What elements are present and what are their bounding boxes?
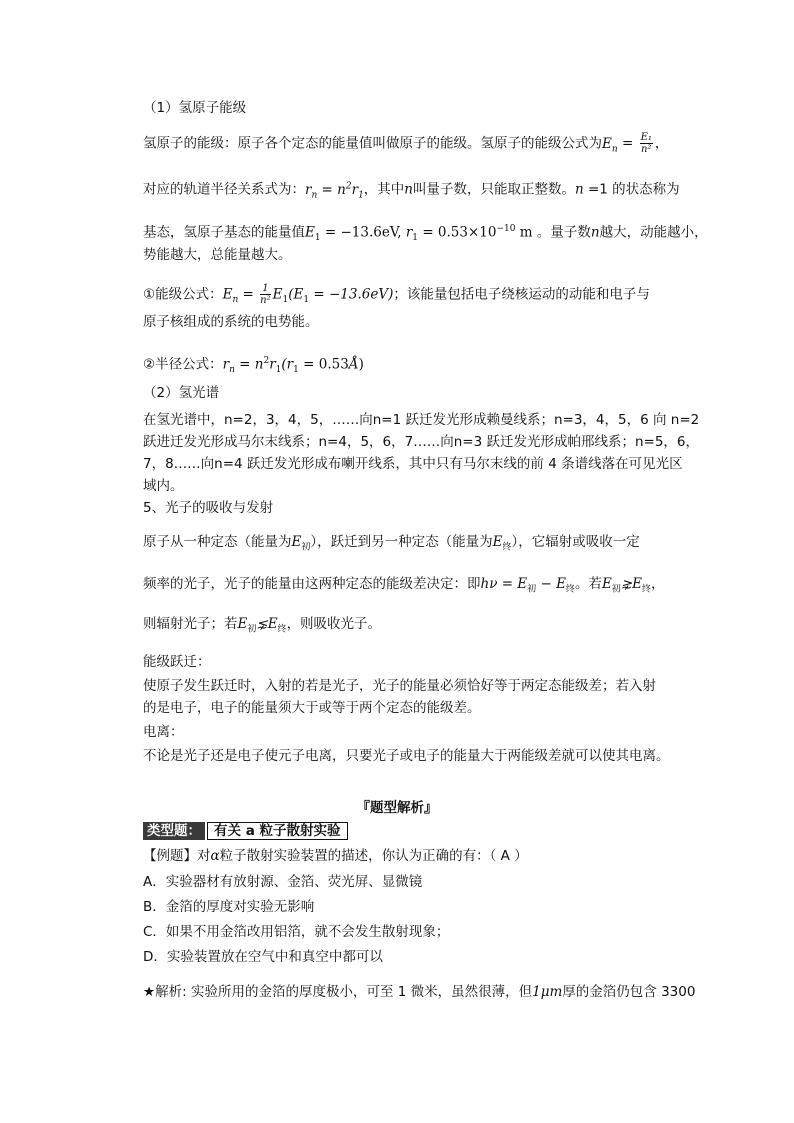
paragraph-energy-levels-1: 氢原子的能级：原子各个定态的能量值叫做原子的能级。氢原子的能级公式为$E_n$ = $\frac{\text{E₁}}{\text{n²}}$ ， bbox=[143, 132, 669, 155]
spectrum-line-2: 跃进迁发光形成马尔末线系；n=4，5，6，7……向n=3 跃迁发光形成帕邢线系；n=5，6， bbox=[143, 434, 700, 450]
fraction-e1-over-n2: $\frac{\text{E₁}}{\text{n²}}$ bbox=[640, 132, 652, 155]
option-b: B．金箔的厚度对实验无影响 bbox=[143, 899, 315, 915]
example-question: 【例题】对α粒子散射实验装置的描述，你认为正确的有：（ A ） bbox=[143, 848, 528, 864]
spectrum-line-4: 域内。 bbox=[143, 478, 184, 494]
formula-rn: $r_n = n^2r_1$ bbox=[305, 181, 364, 201]
section-heading-photon: 5、光子的吸收与发射 bbox=[143, 500, 274, 516]
type-label-tag: 类型题： bbox=[143, 822, 205, 840]
ionization-line: 不论是光子还是电子使元子电离，只要光子或电子的能量大于两能级差就可以使其电离。 bbox=[143, 748, 670, 764]
heading-level-jump: 能级跃迁： bbox=[143, 654, 211, 670]
formula-radius: ②半径公式：$r_n = n^2r_1(r_1$ = 0.53Å) bbox=[143, 356, 364, 376]
paragraph-potential-energy: 势能越大，总能量越大。 bbox=[143, 247, 292, 263]
solution-line: ★解析: 实验所用的金箔的厚度极小，可至 1 微米，虽然很薄，但1μm厚的金箔仍包含 3300 bbox=[143, 984, 696, 1000]
section-heading-hydrogen-levels: （1）氢原子能级 bbox=[143, 100, 247, 116]
question-type-label bbox=[143, 822, 348, 840]
formula-energy-level: ①能级公式：$E_n$ = $\frac{1}{\text{n²}}$ $E_1(E_1 = -13.6eV)$；该能量包括电子绕核运动的动能和电子与 bbox=[143, 283, 650, 306]
type-topic: 有关 a 粒子散射实验 bbox=[207, 822, 348, 840]
formula-en: $E_n$ bbox=[602, 135, 618, 155]
level-jump-line-2: 的是电子，电子的能量须大于或等于两个定态的能级差。 bbox=[143, 700, 481, 716]
option-a: A．实验器材有放射源、金箔、荧光屏、显微镜 bbox=[143, 874, 423, 890]
option-d: D．实验装置放在空气中和真空中都可以 bbox=[143, 949, 383, 965]
analysis-title: 『题型解析』 bbox=[356, 800, 438, 816]
section-heading-spectrum: （2）氢光谱 bbox=[143, 385, 220, 401]
spectrum-line-3: 7，8……向n=4 跃迁发光形成布喇开线系，其中只有马尔末线的前 4 条谱线落在可见光区 bbox=[143, 456, 683, 472]
spectrum-line-1: 在氢光谱中，n=2，3，4，5，……向n=1 跃迁发光形成赖曼线系；n=3，4，5，6 向 n=2 bbox=[143, 412, 700, 428]
paragraph-ground-state: 基态，氢原子基态的能量值$E_1 = -13.6eV$, $r_1 = 0.53\times 10^{-10}$ m 。量子数n越大，动能越小， bbox=[143, 224, 708, 244]
paragraph-orbit-radius: 对应的轨道半径关系式为：$r_n = n^2r_1$，其中n叫量子数，只能取正整数。n =1 的状态称为 bbox=[143, 181, 680, 201]
level-jump-line-1: 使原子发生跃迁时，入射的若是光子，光子的能量必须恰好等于两定态能级差；若入射 bbox=[143, 678, 656, 694]
heading-ionization: 电离： bbox=[143, 724, 184, 740]
formula-energy-level-continued: 原子核组成的系统的电势能。 bbox=[143, 314, 319, 330]
photon-paragraph-1: 原子从一种定态（能量为$E_初$），跃迁到另一种定态（能量为$E_终$），它辐射或吸收一定 bbox=[143, 534, 640, 553]
option-c: C．如果不用金箔改用铝箔，就不会发生散射现象； bbox=[143, 924, 450, 940]
photon-paragraph-3: 则辐射光子；若$E_初⋦E_终$，则吸收光子。 bbox=[143, 616, 382, 635]
fraction-1-over-n2: $\frac{1}{\text{n²}}$ bbox=[260, 283, 271, 306]
photon-paragraph-2: 频率的光子，光子的能量由这两种定态的能级差决定：即$h\nu = E_初 - E_终$。若$E_初⋧E_终$， bbox=[143, 576, 665, 595]
